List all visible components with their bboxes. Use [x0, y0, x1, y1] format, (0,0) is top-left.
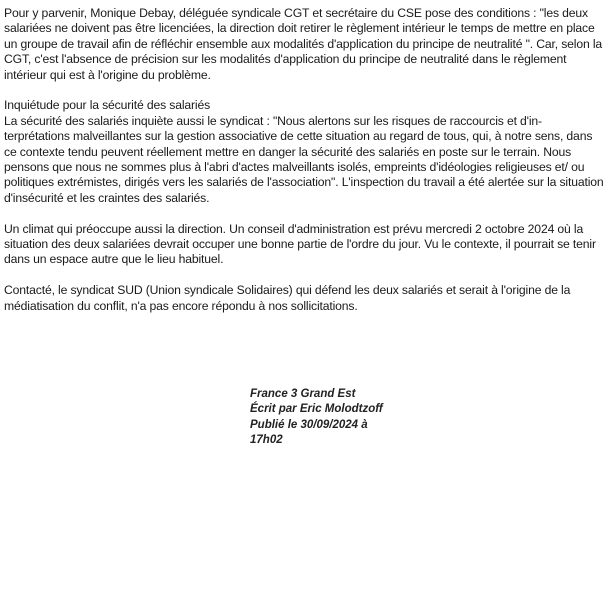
paragraph-spacer [4, 268, 604, 283]
article-meta [250, 387, 400, 449]
paragraph-conditions: Pour y parvenir, Monique Debay, déléguée syndicale CGT et secrétaire du CSE pose des conditions : "les deux salariées ne doivent pas être licenciées, la direction doit retirer le règlement intérieur le temps de mettre en place un groupe de travail afin de réfléchir ensemble aux modalités d'application du principe de neutralité ". Car, selon la CGT, c'est l'absence de précision sur les modalités d'application du principe de neutralité dans le règlement intérieur qui est à l'origine du problème. [4, 6, 603, 82]
paragraph-security: La sécurité des salariés inquiète aussi le syndicat : "Nous alertons sur les risques de raccourcis et d'in-terprétations malveillantes sur la gestion associative de cette situation au regard de tous, qui, à notre sens, dans ce contexte tendu peuvent réellement mettre en danger la sécurité des salariés en poste sur le terrain. Nous pensons que nous ne sommes plus à l'abri d'actes malveillants isolés, empreints d'idéologies religieuses et/ ou politiques extrémistes, dirigés vers les salariés de l'association". L'inspection du travail a été alertée sur la situation d'insécurité et les craintes des salariés. [4, 113, 604, 205]
section-heading: Inquiétude pour la sécurité des salariés [4, 98, 211, 113]
paragraph-spacer [4, 83, 604, 98]
article-body [4, 6, 604, 314]
published-time: 17h02 [250, 434, 283, 447]
source-label: France 3 Grand Est [250, 388, 356, 400]
published-label: Publié le 30/09/2024 à [250, 418, 368, 431]
paragraph-sud: Contacté, le syndicat SUD (Union syndicale Solidaires) qui défend les deux salariés et serait à l'origine de la médiatisation du conflit, n'a pas encore répondu à nos sollicitations. [4, 283, 571, 313]
paragraph-direction: Un climat qui préoccupe aussi la direction. Un conseil d'administration est prévu mercredi 2 octobre 2024 où la situation des deux salariées devrait occuper une bonne partie de l'ordre du jour. Vu le contexte, il pourrait se tenir dans un espace autre que le lieu habituel. [4, 221, 596, 267]
author-label: Écrit par Eric Molodtzoff [250, 403, 383, 416]
paragraph-spacer [4, 206, 604, 221]
